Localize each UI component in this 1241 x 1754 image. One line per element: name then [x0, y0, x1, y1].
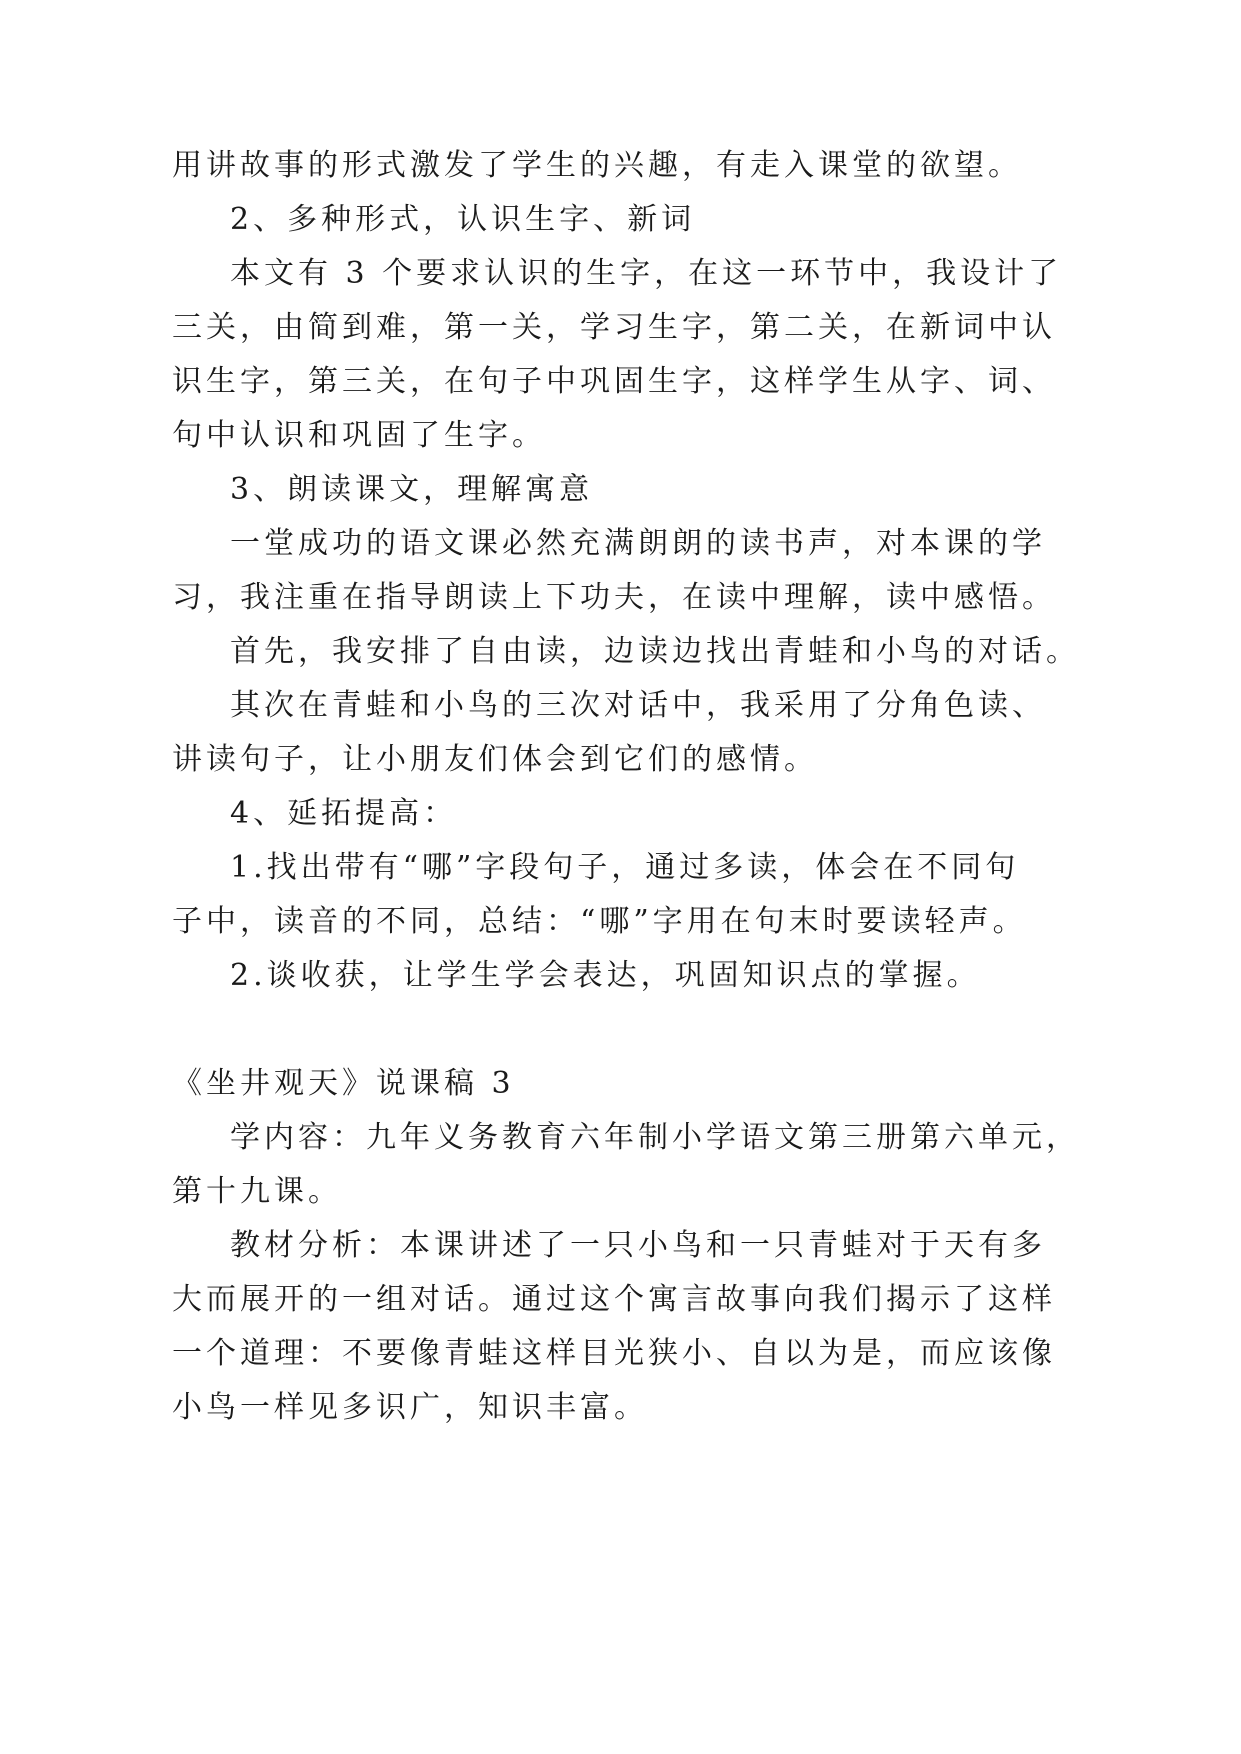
- paragraph-line: 本文有 3 个要求认识的生字，在这一环节中，我设计了: [230, 256, 1063, 291]
- list-item: 1.找出带有“哪”字段句子，通过多读，体会在不同句: [230, 850, 1020, 885]
- section-heading: 3、朗读课文，理解寓意: [230, 472, 594, 507]
- document-title: 《坐井观天》说课稿 3: [172, 1066, 515, 1101]
- paragraph-line: 识生字，第三关，在句子中巩固生字，这样学生从字、词、: [172, 364, 1056, 399]
- section-heading: 4、延拓提高：: [230, 796, 458, 831]
- paragraph-line: 教材分析：本课讲述了一只小鸟和一只青蛙对于天有多: [230, 1228, 1046, 1263]
- paragraph-line: 三关，由简到难，第一关，学习生字，第二关，在新词中认: [172, 310, 1056, 345]
- paragraph-line: 学内容：九年义务教育六年制小学语文第三册第六单元，: [230, 1120, 1080, 1155]
- paragraph-line: 其次在青蛙和小鸟的三次对话中，我采用了分角色读、: [230, 688, 1046, 723]
- paragraph-line: 小鸟一样见多识广，知识丰富。: [172, 1390, 648, 1425]
- paragraph-line: 首先，我安排了自由读，边读边找出青蛙和小鸟的对话。: [230, 634, 1080, 669]
- paragraph-line: 句中认识和巩固了生字。: [172, 418, 546, 453]
- section-heading: 2、多种形式，认识生字、新词: [230, 202, 696, 237]
- paragraph-line: 讲读句子，让小朋友们体会到它们的感情。: [172, 742, 818, 777]
- paragraph-line: 用讲故事的形式激发了学生的兴趣，有走入课堂的欲望。: [172, 148, 1022, 183]
- paragraph-line: 大而展开的一组对话。通过这个寓言故事向我们揭示了这样: [172, 1282, 1056, 1317]
- paragraph-line: 习，我注重在指导朗读上下功夫，在读中理解，读中感悟。: [172, 580, 1056, 615]
- paragraph-line: 子中，读音的不同，总结：“哪”字用在句末时要读轻声。: [172, 904, 1027, 939]
- paragraph-line: 一堂成功的语文课必然充满朗朗的读书声，对本课的学: [230, 526, 1046, 561]
- list-item: 2.谈收获，让学生学会表达，巩固知识点的掌握。: [230, 958, 981, 993]
- paragraph-line: 第十九课。: [172, 1174, 342, 1209]
- paragraph-line: 一个道理：不要像青蛙这样目光狭小、自以为是，而应该像: [172, 1336, 1056, 1371]
